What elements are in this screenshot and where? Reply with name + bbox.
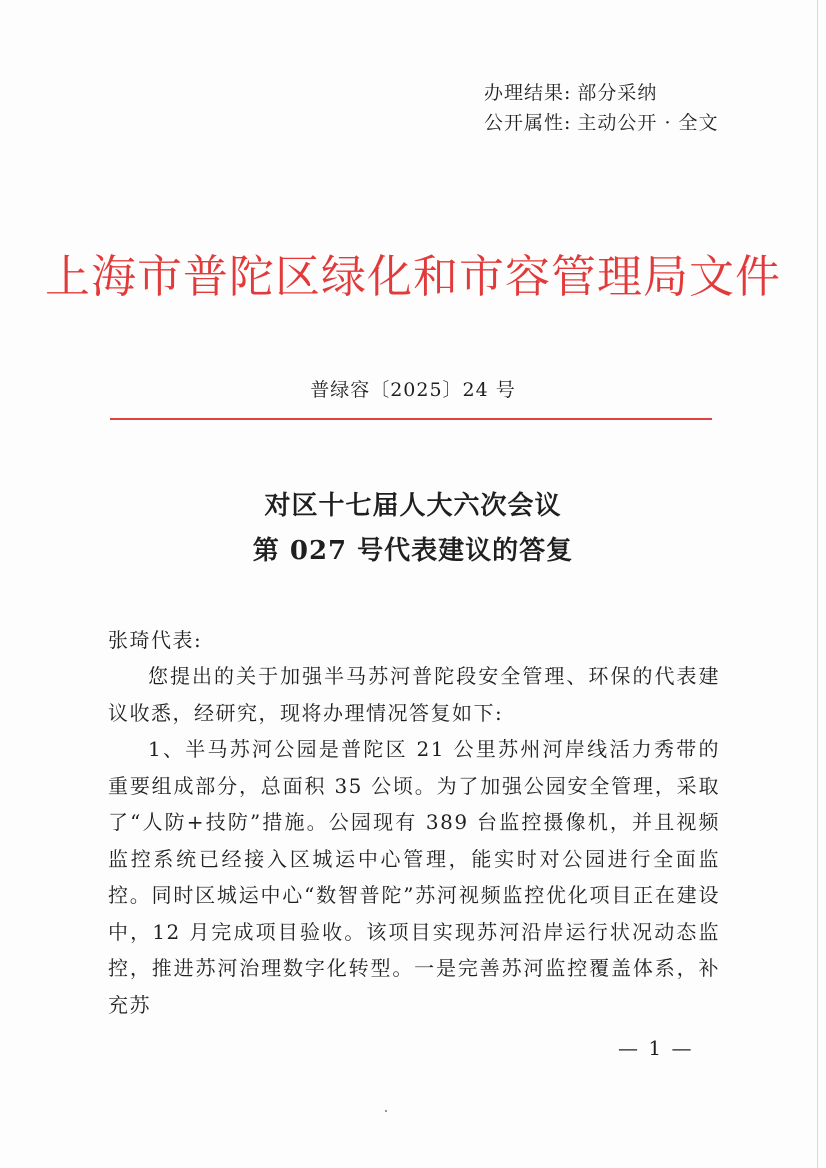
- body-paragraph-2: 1、半马苏河公园是普陀区 21 公里苏州河岸线活力秀带的重要组成部分，总面积 35 公顷。为了加强公园安全管理，采取了“人防+技防”措施。公园现有 389 台监控摄像机，并且视频监控系统已经接入区城运中心管理，能实时对公园进行全面监控。同时区城运中心“数智普陀”苏河视频监控优化项目正在建设中，12 月完成项目验收。该项目实现苏河沿岸运行状况动态监控，推进苏河治理数字化转型。一是完善苏河监控覆盖体系，补充苏: [108, 737, 720, 1017]
- handling-result-value: 部分采纳: [577, 82, 658, 104]
- issuing-organization-title: 上海市普陀区绿化和市容管理局文件: [44, 250, 781, 303]
- handling-result: [484, 78, 657, 105]
- handling-result-label: 办理结果:: [484, 82, 572, 104]
- subject-title-line-2: 第 027 号代表建议的答复: [252, 536, 574, 566]
- scan-edge: [817, 0, 818, 1168]
- document-number: 普绿容〔2025〕24 号: [310, 379, 516, 401]
- subject-title-line-1: 对区十七届人大六次会议: [264, 491, 562, 521]
- salutation: 张琦代表:: [108, 628, 203, 652]
- disclosure-value: 主动公开 · 全文: [577, 112, 719, 134]
- body-paragraph-1: 您提出的关于加强半马苏河普陀段安全管理、环保的代表建议收悉，经研究，现将办理情况答复如下:: [108, 664, 720, 725]
- disclosure-label: 公开属性:: [484, 112, 572, 134]
- disclosure-attribute: [484, 108, 719, 135]
- page-number: — 1 —: [618, 1036, 694, 1060]
- red-divider-line: [110, 418, 712, 420]
- scan-speck: [385, 1110, 387, 1112]
